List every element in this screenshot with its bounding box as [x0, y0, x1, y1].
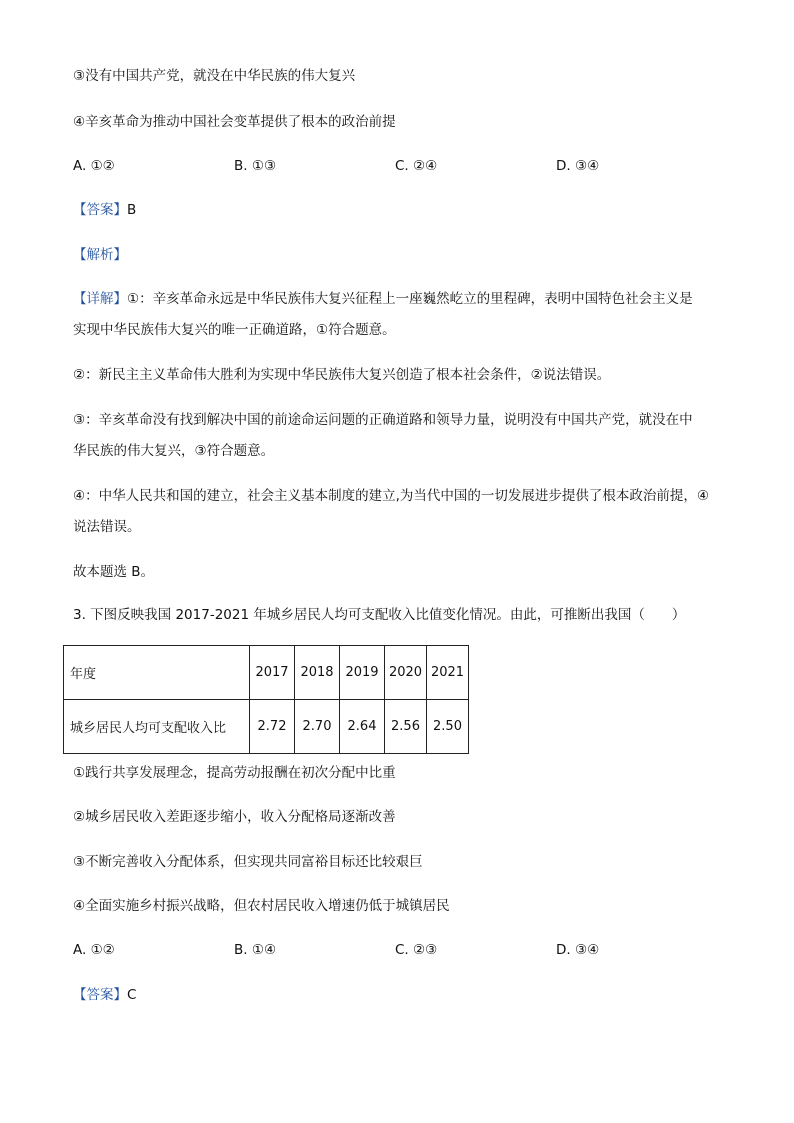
q2-option-b: B. ①③: [234, 158, 277, 174]
q2-answer-value: B: [127, 202, 137, 218]
q2-detail-1a: ①：辛亥革命永远是中华民族伟大复兴征程上一座巍然屹立的里程碑，表明中国特色社会主义是: [127, 291, 693, 307]
q2-option-a: A. ①②: [73, 158, 115, 174]
q3-options: [73, 941, 693, 959]
q2-option-d: D. ③④: [556, 158, 600, 174]
q2-detail-1b: 实现中华民族伟大复兴的唯一正确道路，①符合题意。: [73, 322, 396, 338]
q2-answer-label: 【答案】: [73, 202, 127, 218]
table-value-cell: 2.64: [340, 700, 385, 754]
q3-answer-label: 【答案】: [73, 987, 127, 1003]
q2-statement-3: ③没有中国共产党，就没在中华民族的伟大复兴: [73, 68, 356, 84]
table-header-label: 年度: [64, 646, 250, 700]
q3-stem: 3. 下图反映我国 2017-2021 年城乡居民人均可支配收入比值变化情况。由此，可推断出我国（ ）: [73, 607, 686, 623]
table-value-cell: 2.50: [427, 700, 469, 754]
q2-analysis-label: 【解析】: [73, 247, 127, 263]
income-ratio-table: [63, 645, 469, 754]
q2-detail-4b: 说法错误。: [73, 519, 141, 535]
table-row: [64, 646, 469, 700]
q3-answer-value: C: [127, 987, 137, 1003]
table-value-cell: 2.72: [250, 700, 295, 754]
table-row-label: 城乡居民人均可支配收入比: [64, 700, 250, 754]
q2-options: [73, 157, 693, 175]
q3-option-c: C. ②③: [395, 942, 438, 958]
q2-detail-3b: 华民族的伟大复兴，③符合题意。: [73, 443, 275, 459]
q2-detail-label: 【详解】: [73, 291, 127, 307]
q3-answer: [73, 986, 136, 1004]
q3-statement-3: ③不断完善收入分配体系，但实现共同富裕目标还比较艰巨: [73, 854, 423, 870]
q2-statement-4: ④辛亥革命为推动中国社会变革提供了根本的政治前提: [73, 114, 396, 130]
q3-option-b: B. ①④: [234, 942, 277, 958]
table-value-cell: 2.56: [385, 700, 427, 754]
q2-detail-3a: ③：辛亥革命没有找到解决中国的前途命运问题的正确道路和领导力量，说明没有中国共产党，就没在中: [73, 412, 693, 428]
table-year-cell: 2018: [295, 646, 340, 700]
q3-option-d: D. ③④: [556, 942, 600, 958]
q2-conclusion: 故本题选 B。: [73, 564, 155, 580]
q2-detail-line-1: [73, 290, 693, 308]
q2-detail-2: ②：新民主主义革命伟大胜利为实现中华民族伟大复兴创造了根本社会条件，②说法错误。: [73, 367, 611, 383]
table-year-cell: 2019: [340, 646, 385, 700]
table-value-cell: 2.70: [295, 700, 340, 754]
q2-analysis-heading: [73, 246, 127, 264]
q3-statement-1: ①践行共享发展理念，提高劳动报酬在初次分配中比重: [73, 765, 396, 781]
q2-answer: [73, 201, 136, 219]
q3-option-a: A. ①②: [73, 942, 115, 958]
table-row: [64, 700, 469, 754]
table-year-cell: 2017: [250, 646, 295, 700]
q3-statement-4: ④全面实施乡村振兴战略，但农村居民收入增速仍低于城镇居民: [73, 898, 450, 914]
q2-detail-4a: ④：中华人民共和国的建立，社会主义基本制度的建立,为当代中国的一切发展进步提供了根本政治前提，④: [73, 488, 709, 504]
q2-option-c: C. ②④: [395, 158, 438, 174]
table-year-cell: 2020: [385, 646, 427, 700]
q3-statement-2: ②城乡居民收入差距逐步缩小，收入分配格局逐渐改善: [73, 809, 396, 825]
table-year-cell: 2021: [427, 646, 469, 700]
